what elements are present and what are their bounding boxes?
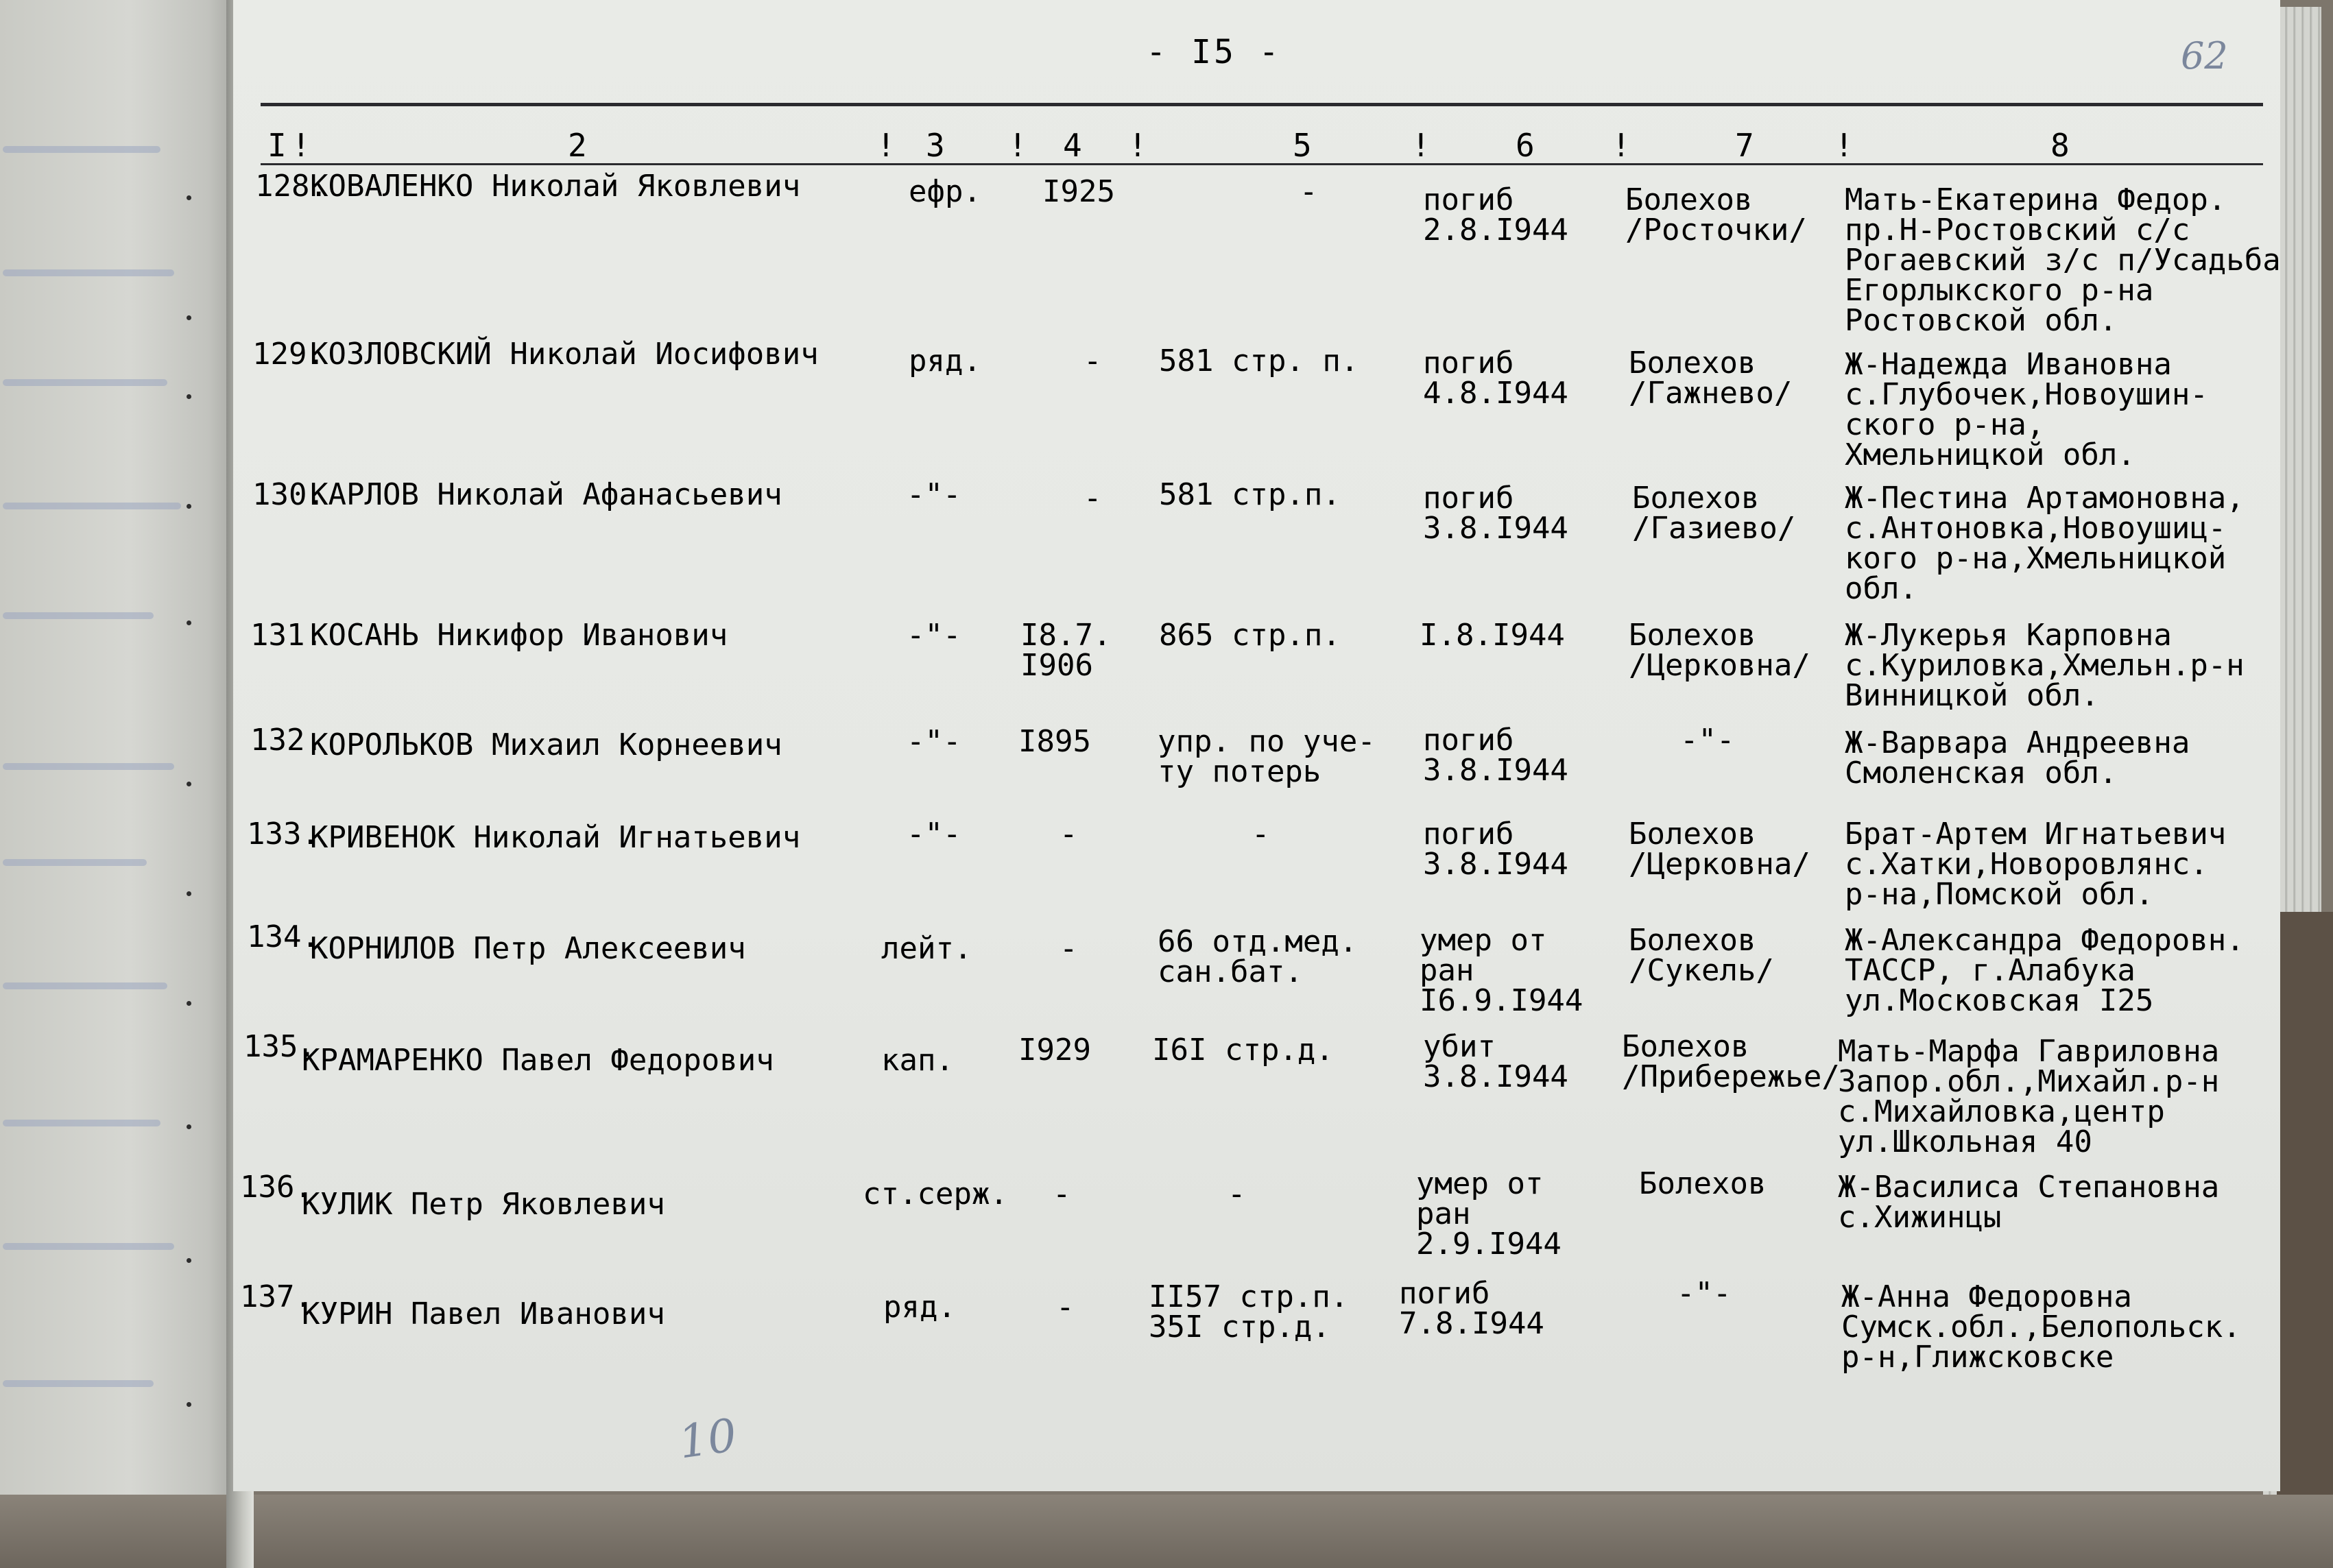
military-unit: 66 отд.мед. сан.бат. bbox=[1158, 924, 1358, 989]
column-header: 5 bbox=[1293, 127, 1312, 164]
background-shadow bbox=[2277, 912, 2333, 1568]
header-top-rule bbox=[261, 103, 2263, 106]
row-number: 133. bbox=[247, 817, 320, 852]
column-header: 8 bbox=[2050, 127, 2070, 164]
burial-place: Болехов /Прибережье/ bbox=[1622, 1029, 1840, 1094]
relative-address: Ж-Надежда Ивановна с.Глубочек,Новоушин- ского р-на, Хмельницкой обл. bbox=[1845, 347, 2208, 472]
margin-dot bbox=[187, 891, 191, 896]
bleed-through-text bbox=[3, 1234, 195, 1259]
burial-place: Болехов /Росточки/ bbox=[1625, 182, 1807, 248]
military-unit: 581 стр. п. bbox=[1159, 343, 1359, 378]
margin-dot bbox=[187, 782, 191, 786]
burial-place: Болехов /Гажнево/ bbox=[1629, 346, 1793, 411]
full-name: КРАМАРЕНКО Павел Федорович bbox=[302, 1043, 774, 1078]
birth-year: - bbox=[1060, 931, 1078, 966]
column-separator: ! bbox=[1008, 127, 1027, 164]
row-number: 137. bbox=[240, 1279, 313, 1314]
full-name: КАРЛОВ Николай Афанасьевич bbox=[310, 477, 782, 512]
rank: ефр. bbox=[909, 174, 981, 209]
margin-dot bbox=[187, 1402, 191, 1407]
bleed-through-text bbox=[3, 137, 195, 162]
relative-address: Ж-Анна Федоровна Сумск.обл.,Белопольск. р-н,Глижсковске bbox=[1841, 1279, 2241, 1375]
row-number: 136. bbox=[240, 1170, 313, 1205]
row-number: 131. bbox=[250, 618, 323, 653]
bleed-through-text bbox=[3, 494, 195, 518]
full-name: КОРОЛЬКОВ Михаил Корнеевич bbox=[310, 727, 782, 762]
row-number: 135. bbox=[243, 1029, 316, 1064]
rank: лейт. bbox=[881, 931, 972, 966]
bleed-through-text bbox=[3, 754, 195, 779]
full-name: КОВАЛЕНКО Николай Яковлевич bbox=[310, 169, 801, 204]
rank: ряд. bbox=[909, 343, 981, 378]
row-number: 132. bbox=[250, 723, 323, 758]
fate-date: убит 3.8.I944 bbox=[1423, 1029, 1568, 1094]
burial-place: -"- bbox=[1680, 723, 1735, 758]
full-name: КОЗЛОВСКИЙ Николай Иосифович bbox=[310, 337, 819, 372]
relative-address: Брат-Артем Игнатьевич с.Хатки,Новоровлянс. р-на,Помской обл. bbox=[1845, 817, 2227, 912]
bleed-through-text bbox=[3, 603, 195, 628]
birth-year: - bbox=[1053, 1177, 1071, 1211]
rank: -"- bbox=[907, 477, 961, 512]
fate-date: погиб 2.8.I944 bbox=[1423, 182, 1568, 248]
birth-year: I895 bbox=[1018, 724, 1091, 759]
fate-date: погиб 3.8.I944 bbox=[1423, 817, 1568, 882]
rank: -"- bbox=[907, 724, 961, 759]
margin-dot bbox=[187, 195, 191, 200]
fate-date: погиб 4.8.I944 bbox=[1423, 346, 1568, 411]
burial-place: Болехов /Церковна/ bbox=[1629, 817, 1810, 882]
military-unit: 865 стр.п. bbox=[1159, 618, 1341, 653]
fate-date: умер от ран 2.9.I944 bbox=[1416, 1166, 1562, 1262]
fate-date: умер от ран I6.9.I944 bbox=[1420, 923, 1583, 1018]
birth-date: I8.7. I906 bbox=[1020, 618, 1112, 683]
column-header: 3 bbox=[926, 127, 945, 164]
header-bottom-rule bbox=[261, 163, 2263, 165]
full-name: КУЛИК Петр Яковлевич bbox=[302, 1187, 665, 1222]
column-header: 7 bbox=[1735, 127, 1754, 164]
margin-dot bbox=[187, 315, 191, 320]
relative-address: Ж-Пестина Артамоновна, с.Антоновка,Новоушиц- кого р-на,Хмельницкой обл. bbox=[1845, 481, 2245, 606]
burial-place: Болехов bbox=[1639, 1166, 1767, 1201]
full-name: КРИВЕНОК Николай Игнатьевич bbox=[310, 820, 801, 855]
row-number: 128. bbox=[255, 169, 328, 204]
burial-place: Болехов /Газиево/ bbox=[1632, 481, 1796, 546]
birth-year: - bbox=[1084, 481, 1102, 516]
column-header: I bbox=[267, 127, 287, 164]
full-name: КОСАНЬ Никифор Иванович bbox=[310, 618, 728, 653]
column-header: 2 bbox=[568, 127, 587, 164]
column-separator: ! bbox=[1411, 127, 1431, 164]
pencil-note: 10 bbox=[675, 1408, 740, 1469]
birth-year: - bbox=[1084, 343, 1102, 378]
bleed-through-text bbox=[3, 1111, 195, 1135]
fate-date: погиб 7.8.I944 bbox=[1399, 1276, 1544, 1341]
relative-address: Ж-Василиса Степановна с.Хижинцы bbox=[1838, 1170, 2220, 1235]
military-unit: - bbox=[1228, 1177, 1246, 1211]
column-separator: ! bbox=[1128, 127, 1147, 164]
archive-page-number: 62 bbox=[2181, 34, 2228, 77]
background-shadow bbox=[0, 1495, 2333, 1568]
margin-dot bbox=[187, 504, 191, 509]
relative-address: Мать-Екатерина Федор. пр.Н-Ростовский с/с Рогаевский з/с п/Усадьба Егорлыкского р-на Ростовской обл. bbox=[1845, 182, 2281, 338]
birth-year: - bbox=[1060, 817, 1078, 852]
rank: ряд. bbox=[883, 1290, 956, 1325]
burial-place: Болехов /Сукель/ bbox=[1629, 923, 1774, 988]
burial-place: -"- bbox=[1677, 1276, 1732, 1311]
fate-date: погиб 3.8.I944 bbox=[1423, 723, 1568, 788]
full-name: КУРИН Павел Иванович bbox=[302, 1296, 665, 1331]
row-number: 134. bbox=[247, 919, 320, 954]
column-header: 4 bbox=[1063, 127, 1082, 164]
relative-address: Мать-Марфа Гавриловна Запор.обл.,Михайл.р-н с.Михайловка,центр ул.Школьная 40 bbox=[1838, 1034, 2220, 1159]
margin-dot bbox=[187, 620, 191, 625]
bleed-through-text bbox=[3, 370, 195, 395]
full-name: КОРНИЛОВ Петр Алексеевич bbox=[310, 931, 746, 966]
column-header: 6 bbox=[1516, 127, 1535, 164]
bleed-through-text bbox=[3, 974, 195, 998]
column-separator: ! bbox=[291, 127, 311, 164]
bleed-through-text bbox=[3, 1371, 195, 1396]
relative-address: Ж-Александра Федоровн. ТАССР, г.Алабука ул.Московская I25 bbox=[1845, 923, 2245, 1018]
military-unit: II57 стр.п. 35I стр.д. bbox=[1149, 1279, 1349, 1344]
rank: -"- bbox=[907, 618, 961, 653]
bleed-through-text bbox=[3, 261, 195, 285]
relative-address: Ж-Лукерья Карповна с.Куриловка,Хмельн.р-н Винницкой обл. bbox=[1845, 618, 2245, 713]
fate-date: погиб 3.8.I944 bbox=[1423, 481, 1568, 546]
burial-place: Болехов /Церковна/ bbox=[1629, 618, 1810, 683]
column-separator: ! bbox=[876, 127, 896, 164]
military-unit: I6I стр.д. bbox=[1152, 1033, 1334, 1068]
birth-year: - bbox=[1056, 1290, 1075, 1325]
military-unit: - bbox=[1252, 817, 1270, 852]
margin-dot bbox=[187, 1124, 191, 1129]
relative-address: Ж-Варвара Андреевна Смоленская обл. bbox=[1845, 725, 2190, 791]
margin-dot bbox=[187, 394, 191, 399]
margin-dot bbox=[187, 1001, 191, 1006]
military-unit: упр. по уче- ту потерь bbox=[1158, 724, 1376, 789]
page-number: - I5 - bbox=[1146, 33, 1282, 71]
margin-dot bbox=[187, 1258, 191, 1263]
column-separator: ! bbox=[1612, 127, 1631, 164]
rank: -"- bbox=[907, 817, 961, 852]
military-unit: - bbox=[1300, 174, 1318, 209]
row-number: 129. bbox=[252, 337, 325, 372]
fate-date: I.8.I944 bbox=[1420, 618, 1565, 653]
rank: кап. bbox=[881, 1043, 954, 1078]
rank: ст.серж. bbox=[863, 1177, 1008, 1211]
column-separator: ! bbox=[1834, 127, 1854, 164]
military-unit: 581 стр.п. bbox=[1159, 477, 1341, 512]
bleed-through-text bbox=[3, 850, 195, 875]
birth-year: I929 bbox=[1018, 1033, 1091, 1068]
birth-year: I925 bbox=[1042, 174, 1115, 209]
facing-page bbox=[0, 0, 237, 1568]
row-number: 130. bbox=[252, 477, 325, 512]
